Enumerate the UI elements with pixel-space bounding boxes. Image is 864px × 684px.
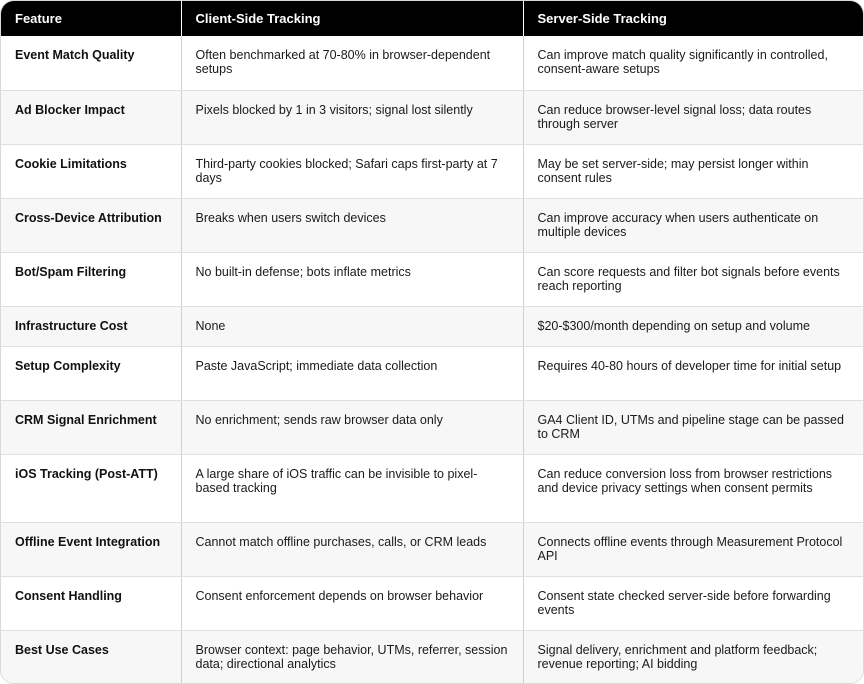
server-cell: Signal delivery, enrichment and platform feedback; revenue reporting; AI bidding bbox=[523, 630, 864, 684]
feature-cell: iOS Tracking (Post-ATT) bbox=[1, 454, 181, 522]
table-row bbox=[1, 630, 864, 684]
client-cell: No enrichment; sends raw browser data only bbox=[181, 400, 523, 454]
server-cell: Can improve accuracy when users authenticate on multiple devices bbox=[523, 198, 864, 252]
server-cell: Requires 40-80 hours of developer time for initial setup bbox=[523, 346, 864, 400]
server-cell: Can reduce conversion loss from browser restrictions and device privacy settings when consent permits bbox=[523, 454, 864, 522]
client-cell: Third-party cookies blocked; Safari caps first-party at 7 days bbox=[181, 144, 523, 198]
feature-cell: Bot/Spam Filtering bbox=[1, 252, 181, 306]
server-cell: $20-$300/month depending on setup and volume bbox=[523, 306, 864, 346]
header-server-side: Server-Side Tracking bbox=[537, 11, 667, 26]
table-row bbox=[1, 400, 864, 454]
feature-cell: Setup Complexity bbox=[1, 346, 181, 400]
table-row bbox=[1, 36, 864, 90]
feature-cell: Ad Blocker Impact bbox=[1, 90, 181, 144]
feature-cell: Offline Event Integration bbox=[1, 522, 181, 576]
server-cell: Can improve match quality significantly in controlled, consent-aware setups bbox=[523, 36, 864, 90]
client-cell: No built-in defense; bots inflate metrics bbox=[181, 252, 523, 306]
feature-cell: Best Use Cases bbox=[1, 630, 181, 684]
client-cell: Breaks when users switch devices bbox=[181, 198, 523, 252]
table-body bbox=[1, 36, 864, 684]
feature-cell: Consent Handling bbox=[1, 576, 181, 630]
server-cell: Consent state checked server-side before forwarding events bbox=[523, 576, 864, 630]
server-cell: Connects offline events through Measurement Protocol API bbox=[523, 522, 864, 576]
feature-cell: Cookie Limitations bbox=[1, 144, 181, 198]
server-cell: May be set server-side; may persist longer within consent rules bbox=[523, 144, 864, 198]
client-cell: None bbox=[181, 306, 523, 346]
client-cell: Consent enforcement depends on browser behavior bbox=[181, 576, 523, 630]
feature-cell: Infrastructure Cost bbox=[1, 306, 181, 346]
client-cell: Pixels blocked by 1 in 3 visitors; signal lost silently bbox=[181, 90, 523, 144]
table-row bbox=[1, 576, 864, 630]
comparison-table bbox=[1, 1, 864, 684]
client-cell: Cannot match offline purchases, calls, or CRM leads bbox=[181, 522, 523, 576]
header-feature: Feature bbox=[1, 1, 181, 36]
feature-cell: Event Match Quality bbox=[1, 36, 181, 90]
feature-cell: Cross-Device Attribution bbox=[1, 198, 181, 252]
client-cell: A large share of iOS traffic can be invisible to pixel-based tracking bbox=[181, 454, 523, 522]
client-cell: Often benchmarked at 70-80% in browser-dependent setups bbox=[181, 36, 523, 90]
server-cell: Can reduce browser-level signal loss; data routes through server bbox=[523, 90, 864, 144]
server-cell: GA4 Client ID, UTMs and pipeline stage can be passed to CRM bbox=[523, 400, 864, 454]
client-cell: Paste JavaScript; immediate data collection bbox=[181, 346, 523, 400]
table-row bbox=[1, 198, 864, 252]
header-row bbox=[1, 1, 864, 36]
table-row bbox=[1, 454, 864, 522]
header-client-side: Client-Side Tracking bbox=[181, 1, 523, 36]
table-header bbox=[1, 1, 864, 36]
client-cell: Browser context: page behavior, UTMs, referrer, session data; directional analytics bbox=[181, 630, 523, 684]
table-row bbox=[1, 522, 864, 576]
feature-cell: CRM Signal Enrichment bbox=[1, 400, 181, 454]
server-cell: Can score requests and filter bot signals before events reach reporting bbox=[523, 252, 864, 306]
table-row bbox=[1, 252, 864, 306]
table-row bbox=[1, 144, 864, 198]
table-row bbox=[1, 346, 864, 400]
table-row bbox=[1, 90, 864, 144]
table-row bbox=[1, 306, 864, 346]
